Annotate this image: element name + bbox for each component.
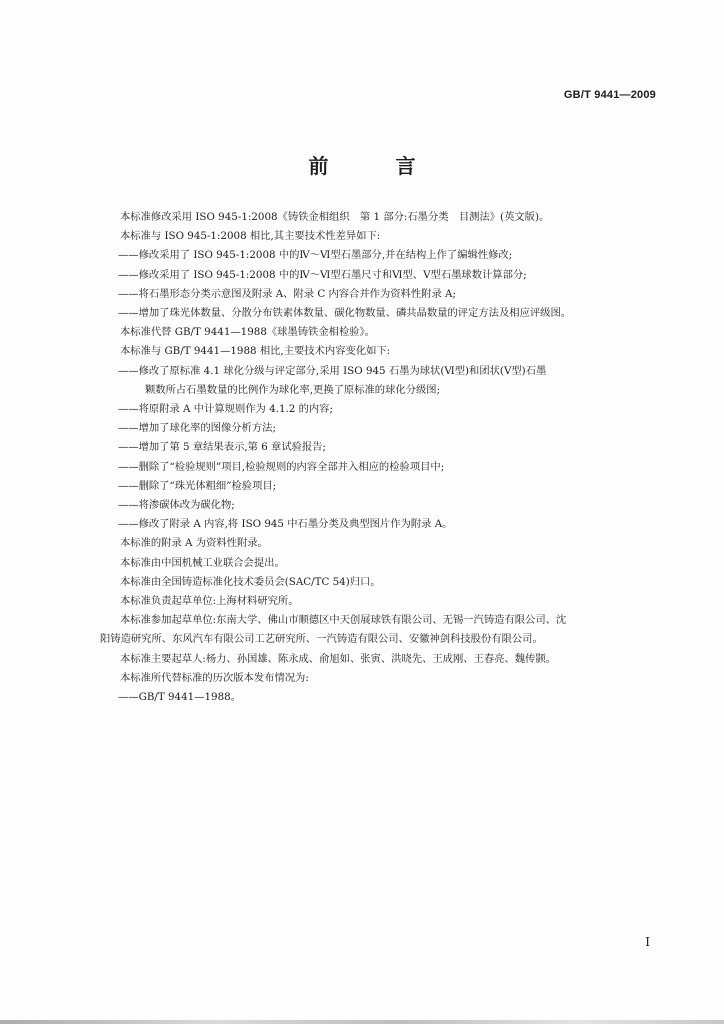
list-item-continuation: 颗数所占石墨数量的比例作为球化率,更换了原标准的球化分级图; — [145, 383, 441, 396]
list-item: ——修改采用了 ISO 945-1:2008 中的Ⅳ～Ⅵ型石墨部分,并在结构上作了编辑性修改; — [118, 249, 513, 262]
page-title: 前 言 — [308, 154, 446, 178]
paragraph: 本标准与 GB/T 9441—1988 相比,主要技术内容变化如下: — [120, 345, 391, 358]
page-number: I — [645, 935, 650, 949]
list-item: ——删除了“检验规则”项目,检验规则的内容全部并入相应的检验项目中; — [118, 460, 445, 473]
scan-edge-divider — [0, 1020, 724, 1024]
paragraph: 本标准负责起草单位:上海材料研究所。 — [120, 595, 299, 608]
paragraph: 本标准所代替标准的历次版本发布情况为: — [120, 671, 309, 684]
foreword-body — [100, 208, 672, 707]
paragraph: 本标准的附录 A 为资料性附录。 — [120, 537, 268, 550]
list-item: ——修改了原标准 4.1 球化分级与评定部分,采用 ISO 945 石墨为球状(Ⅵ型)和团状(Ⅴ型)石墨 — [118, 364, 547, 377]
paragraph: 本标准由全国铸造标准化技术委员会(SAC/TC 54)归口。 — [120, 575, 381, 588]
list-item: ——将渗碳体改为碳化物; — [118, 499, 235, 512]
list-item: ——将石墨形态分类示意图及附录 A、附录 C 内容合并作为资料性附录 A; — [118, 287, 456, 300]
list-item: ——增加了珠光体数量、分散分布铁素体数量、碳化物数量、磷共晶数量的评定方法及相应评级图。 — [118, 307, 572, 320]
paragraph: 本标准主要起草人:杨力、孙国雄、陈永成、俞旭如、张寅、洪晓先、王成刚、王春亮、魏传颢。 — [120, 652, 556, 665]
list-item: ——删除了“珠光体粗细”检验项目; — [118, 479, 277, 492]
list-item: ——将原附录 A 中计算规则作为 4.1.2 的内容; — [118, 403, 333, 416]
paragraph: 本标准与 ISO 945-1:2008 相比,其主要技术性差异如下: — [120, 230, 381, 243]
paragraph: 本标准代替 GB/T 9441—1988《球墨铸铁金相检验》。 — [120, 326, 375, 339]
paragraph: 本标准由中国机械工业联合会提出。 — [120, 556, 285, 569]
list-item: ——GB/T 9441—1988。 — [118, 691, 241, 704]
paragraph: 本标准修改采用 ISO 945-1:2008《铸铁金相组织 第 1 部分:石墨分类 目测法》(英文版)。 — [120, 211, 550, 223]
list-item: ——增加了第 5 章结果表示,第 6 章试验报告; — [118, 441, 326, 454]
list-item: ——修改了附录 A 内容,将 ISO 945 中石墨分类及典型图片作为附录 A。 — [118, 518, 453, 531]
paragraph: 本标准参加起草单位:东南大学、佛山市顺德区中天创展球铁有限公司、无锡一汽铸造有限公司、沈 — [120, 614, 567, 627]
list-item: ——修改采用了 ISO 945-1:2008 中的Ⅳ～Ⅵ型石墨尺寸和Ⅵ型、Ⅴ型石墨球数计算部分; — [118, 268, 527, 281]
paragraph-continuation: 阳铸造研究所、东风汽车有限公司工艺研究所、一汽铸造有限公司、安徽神剑科技股份有限公司。 — [100, 633, 543, 646]
list-item: ——增加了球化率的图像分析方法; — [118, 422, 276, 435]
standard-number: GB/T 9441—2009 — [563, 89, 656, 101]
